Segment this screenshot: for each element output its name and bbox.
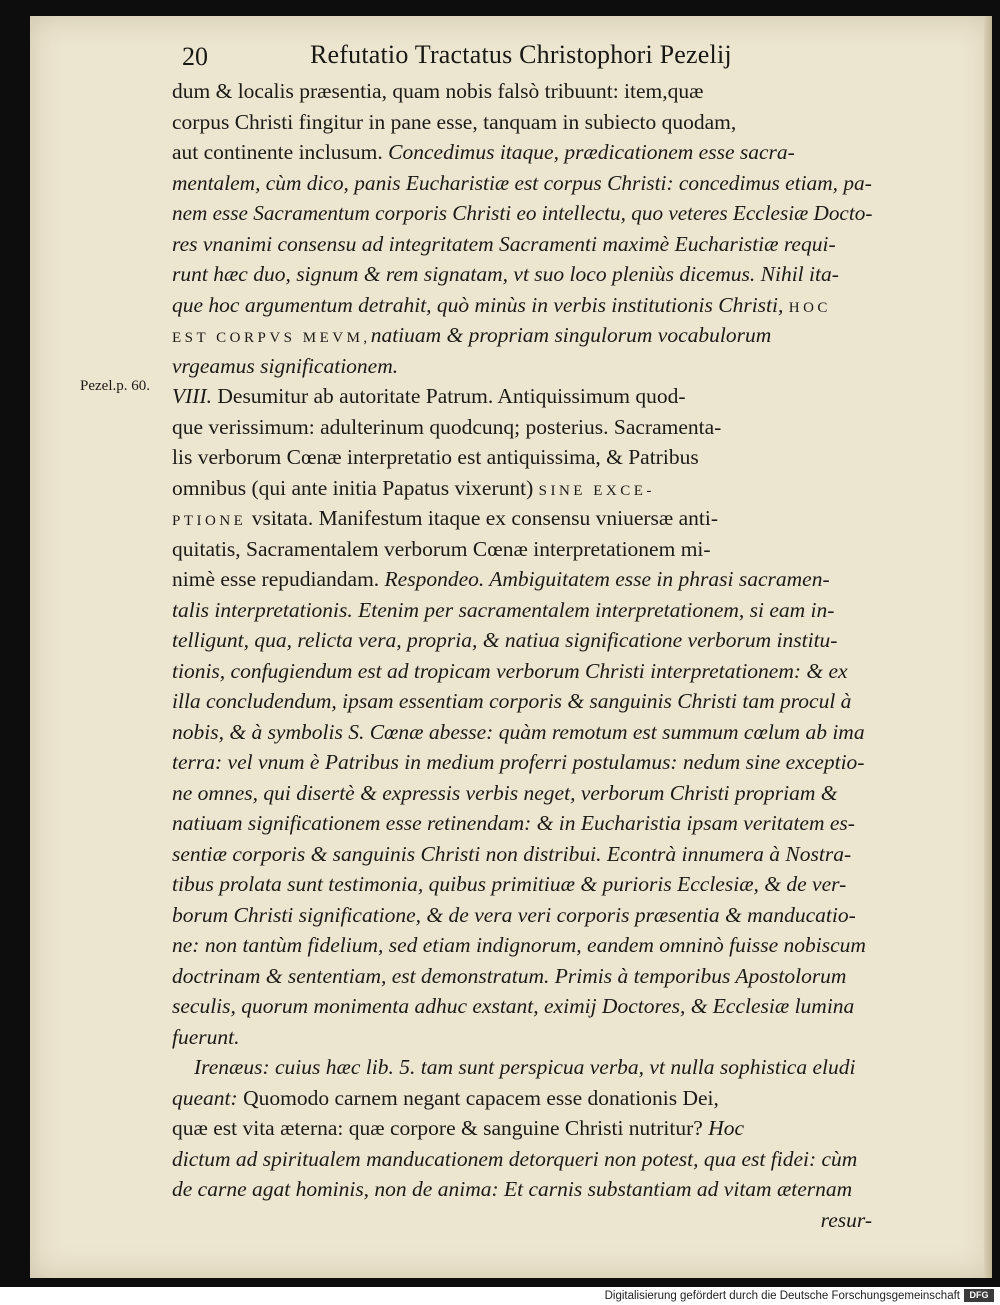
text-segment: telligunt, qua, relicta vera, propria, & natiua significatione verborum institu- [172, 628, 838, 652]
text-segment: lis verborum Cœnæ interpretatio est antiquissima, & Patribus [172, 445, 699, 469]
text-segment: HOC [788, 299, 831, 316]
text-line [172, 503, 872, 534]
text-line [172, 778, 872, 809]
text-segment: SINE EXCE- [538, 482, 655, 499]
text-segment: de carne agat hominis, non de anima: Et carnis substantiam ad vitam æternam [172, 1177, 853, 1201]
text-line [172, 1113, 872, 1144]
text-line [172, 534, 872, 565]
text-line [172, 76, 872, 107]
text-line [172, 412, 872, 443]
text-segment: mentalem, cùm dico, panis Eucharistiæ est corpus Christi: concedimus etiam, pa- [172, 170, 872, 195]
text-line [172, 900, 872, 931]
text-line [172, 1205, 872, 1236]
text-segment: borum Christi significatione, & de vera veri corporis præsentia & manducatio- [172, 902, 856, 927]
text-segment: fuerunt. [172, 1024, 240, 1049]
text-segment: quitatis, Sacramentalem verborum Cœnæ interpretationem mi- [172, 536, 711, 561]
text-segment: dum & localis præsentia, quam nobis falsò tribuunt: item,quæ [172, 79, 704, 103]
text-segment: Irenæus: cuius hæc lib. 5. tam sunt perspicua verba, vt nulla sophistica eludi [194, 1055, 856, 1079]
text-line [172, 290, 872, 321]
text-line [172, 717, 872, 748]
page-edge [984, 16, 992, 1278]
text-segment: PTIONE [172, 513, 247, 529]
text-line [172, 1083, 872, 1114]
text-line [172, 198, 873, 229]
text-line [172, 869, 872, 900]
text-line [172, 351, 872, 382]
running-head: Refutatio Tractatus Christophori Pezelij [310, 40, 732, 69]
text-segment: natiuam significationem esse retinendam: & in Eucharistia ipsam veritatem es- [172, 811, 855, 835]
text-line [172, 381, 872, 412]
text-line [172, 473, 872, 504]
dfg-logo: DFG [964, 1289, 994, 1302]
text-segment: illa concludendum, ipsam essentiam corporis & sanguinis Christi tam procul à [172, 689, 852, 713]
text-segment: Desumitur ab autoritate Patrum. Antiquissimum quod- [217, 384, 686, 408]
text-line [172, 839, 872, 870]
text-segment: omnibus (qui ante initia Papatus vixerunt) [172, 475, 539, 500]
text-segment: que verissimum: adulterinum quodcunq; posterius. Sacramenta- [172, 414, 722, 439]
text-segment: sentiæ corporis & sanguinis Christi non distribui. Econtrà innumera à Nostra- [172, 841, 852, 866]
text-line [172, 1144, 872, 1175]
text-segment: Concedimus itaque, prædicationem esse sacra- [388, 140, 795, 164]
text-segment: nobis, & à symbolis S. Cœnæ abesse: quàm remotum est summum cœlum ab ima [172, 719, 865, 744]
text-segment: nem esse Sacramentum corporis Christi eo intellectu, quo veteres Ecclesiæ Docto- [172, 201, 873, 225]
text-line [172, 747, 872, 778]
text-line [172, 808, 872, 839]
text-line [172, 259, 872, 290]
text-segment: quæ est vita æterna: quæ corpore & sanguine Christi nutritur? [172, 1116, 709, 1140]
text-line [172, 168, 872, 199]
text-line [172, 595, 872, 626]
text-segment: res vnanimi consensu ad integritatem Sacramenti maximè Eucharistiæ requi- [172, 231, 836, 256]
text-line [172, 1022, 872, 1053]
text-segment: resur- [820, 1207, 872, 1232]
text-segment: doctrinam & sententiam, est demonstratum. Primis à temporibus Apostolorum [172, 963, 847, 988]
text-segment: tibus prolata sunt testimonia, quibus primitiuæ & purioris Ecclesiæ, & de ver- [172, 872, 847, 896]
text-segment: natiuam & propriam singulorum vocabulorum [370, 323, 772, 347]
text-line [172, 442, 872, 473]
text-segment: terra: vel vnum è Patribus in medium proferri postulamus: nedum sine exceptio- [172, 750, 865, 774]
text-line [172, 961, 872, 992]
text-segment: aut continente inclusum. [172, 140, 389, 164]
text-segment: vrgeamus significationem. [172, 353, 399, 378]
text-line [172, 930, 872, 961]
text-line [172, 625, 872, 656]
text-line [172, 1052, 872, 1083]
text-segment: corpus Christi fingitur in pane esse, tanquam in subiecto quodam, [172, 109, 737, 134]
text-segment: dictum ad spiritualem manducationem detorqueri non potest, qua est fidei: cùm [172, 1146, 858, 1171]
text-line [172, 1174, 872, 1205]
text-line [172, 107, 872, 138]
text-line [172, 137, 872, 168]
text-segment: ne: non tantùm fidelium, sed etiam indignorum, eandem omninò fuisse nobiscum [172, 933, 866, 957]
text-line [172, 991, 872, 1022]
text-segment: Hoc [708, 1116, 745, 1140]
text-segment: EST CORPVS MEVM, [172, 330, 371, 346]
text-line [172, 320, 872, 351]
text-segment: nimè esse repudiandam. [172, 567, 385, 591]
text-line [172, 686, 872, 717]
text-segment: vsitata. Manifestum itaque ex consensu vniuersæ anti- [246, 506, 719, 530]
text-line [172, 564, 872, 595]
text-segment: Quomodo carnem negant capacem esse donationis Dei, [243, 1085, 719, 1110]
text-line [172, 229, 872, 260]
text-segment: queant: [172, 1085, 244, 1110]
text-segment: tionis, confugiendum est ad tropicam verborum Christi interpretationem: & ex [172, 658, 848, 683]
footer-credit: Digitalisierung gefördert durch die Deutsche Forschungsgemeinschaft [604, 1290, 960, 1302]
text-segment: Respondeo. Ambiguitatem esse in phrasi sacramen- [384, 567, 830, 591]
text-segment: seculis, quorum monimenta adhuc exstant, eximij Doctores, & Ecclesiæ lumina [172, 994, 855, 1018]
text-segment: runt hæc duo, signum & rem signatam, vt suo loco pleniùs dicemus. Nihil ita- [172, 262, 839, 286]
margin-note: Pezel.p. 60. [80, 378, 150, 394]
page-number: 20 [182, 42, 208, 71]
text-segment: VIII. [172, 384, 218, 408]
text-segment: ne omnes, qui disertè & expressis verbis neget, verborum Christi propriam & [172, 780, 838, 805]
body-text [172, 76, 872, 1235]
text-segment: talis interpretationis. Etenim per sacramentalem interpretationem, si eam in- [172, 597, 835, 622]
text-segment: que hoc argumentum detrahit, quò minùs in verbis institutionis Christi, [172, 292, 789, 317]
text-line [172, 656, 872, 687]
